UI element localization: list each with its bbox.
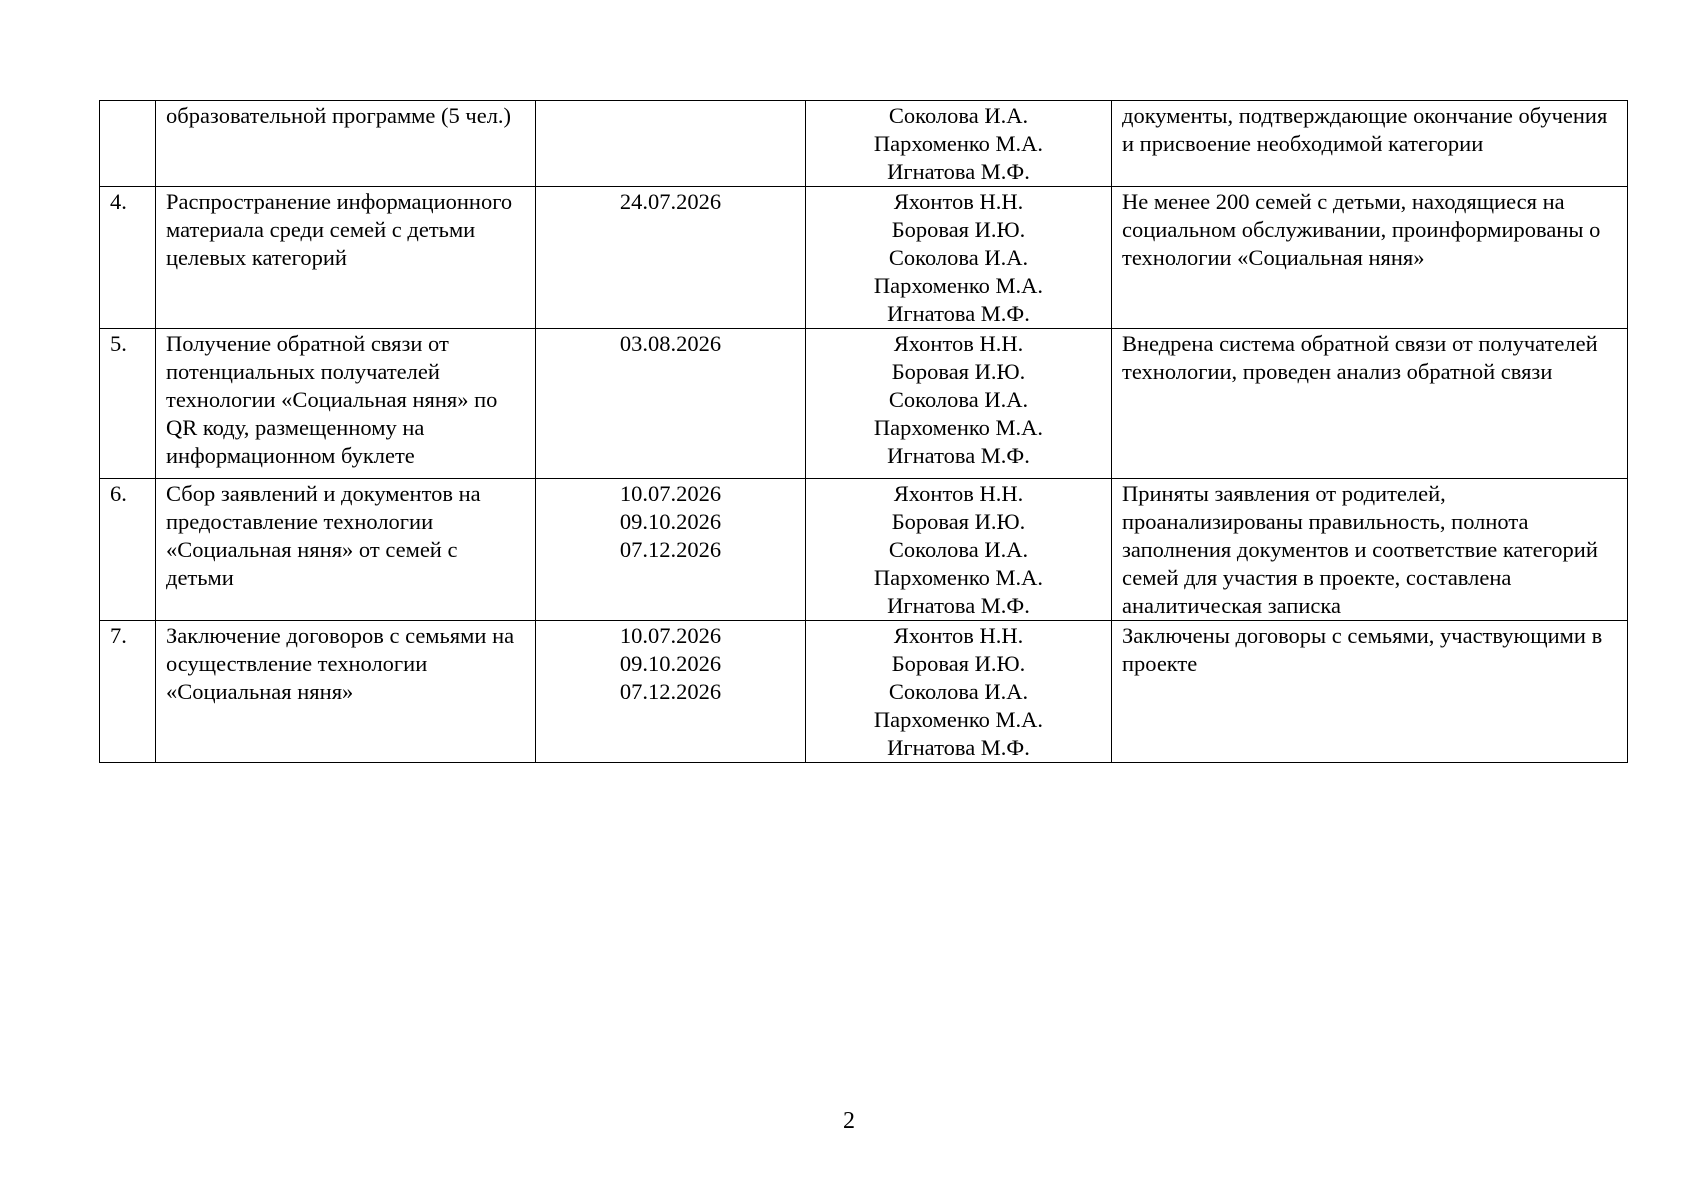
due-dates xyxy=(536,101,806,187)
due-dates xyxy=(536,479,806,621)
due-date: 07.12.2026 xyxy=(619,679,722,704)
responsible-person: Пархоменко М.А. xyxy=(873,131,1044,156)
responsible-person: Яхонтов Н.Н. xyxy=(893,189,1024,214)
responsible-persons xyxy=(806,187,1112,329)
responsible-person: Соколова И.А. xyxy=(888,103,1029,128)
responsible-person: Пархоменко М.А. xyxy=(873,565,1044,590)
table-row xyxy=(100,101,1628,187)
responsible-person: Пархоменко М.А. xyxy=(873,707,1044,732)
due-date: 24.07.2026 xyxy=(619,189,722,214)
activity-name: Сбор заявлений и документов на предоставление технологии «Социальная няня» от семей с детьми xyxy=(156,479,536,621)
expected-result: Заключены договоры с семьями, участвующими в проекте xyxy=(1112,621,1628,763)
row-number xyxy=(100,101,156,187)
page-number: 2 xyxy=(843,1108,855,1134)
due-date: 09.10.2026 xyxy=(619,651,722,676)
expected-result: документы, подтверждающие окончание обучения и присвоение необходимой категории xyxy=(1112,101,1628,187)
table-row xyxy=(100,621,1628,763)
responsible-person: Игнатова М.Ф. xyxy=(887,735,1030,760)
row-number: 6. xyxy=(100,479,156,621)
due-dates xyxy=(536,329,806,479)
table-row xyxy=(100,479,1628,621)
responsible-person: Игнатова М.Ф. xyxy=(887,159,1030,184)
row-number: 7. xyxy=(100,621,156,763)
due-date: 09.10.2026 xyxy=(619,509,722,534)
due-date: 10.07.2026 xyxy=(619,481,722,506)
responsible-person: Соколова И.А. xyxy=(888,245,1029,270)
row-number: 4. xyxy=(100,187,156,329)
plan-table xyxy=(99,100,1628,763)
responsible-person: Соколова И.А. xyxy=(888,537,1029,562)
responsible-person: Яхонтов Н.Н. xyxy=(893,623,1024,648)
due-dates xyxy=(536,187,806,329)
table-row xyxy=(100,329,1628,479)
activity-name: Получение обратной связи от потенциальных получателей технологии «Социальная няня» по QR коду, размещенному на информационном буклете xyxy=(156,329,536,479)
responsible-person: Пархоменко М.А. xyxy=(873,273,1044,298)
due-date: 03.08.2026 xyxy=(619,331,722,356)
responsible-persons xyxy=(806,101,1112,187)
responsible-persons xyxy=(806,329,1112,479)
responsible-person: Соколова И.А. xyxy=(888,679,1029,704)
responsible-person: Игнатова М.Ф. xyxy=(887,593,1030,618)
responsible-person: Игнатова М.Ф. xyxy=(887,301,1030,326)
activity-name: Распространение информационного материала среди семей с детьми целевых категорий xyxy=(156,187,536,329)
due-dates xyxy=(536,621,806,763)
responsible-person: Боровая И.Ю. xyxy=(891,651,1026,676)
responsible-persons xyxy=(806,479,1112,621)
due-date: 07.12.2026 xyxy=(619,537,722,562)
responsible-person: Соколова И.А. xyxy=(888,387,1029,412)
row-number: 5. xyxy=(100,329,156,479)
expected-result: Внедрена система обратной связи от получателей технологии, проведен анализ обратной связи xyxy=(1112,329,1628,479)
responsible-person: Яхонтов Н.Н. xyxy=(893,481,1024,506)
responsible-person: Боровая И.Ю. xyxy=(891,217,1026,242)
responsible-person: Пархоменко М.А. xyxy=(873,415,1044,440)
responsible-person: Боровая И.Ю. xyxy=(891,509,1026,534)
expected-result: Приняты заявления от родителей, проанализированы правильность, полнота заполнения документов и соответствие категорий семей для участия в проекте, составлена аналитическая записка xyxy=(1112,479,1628,621)
responsible-person: Яхонтов Н.Н. xyxy=(893,331,1024,356)
responsible-person: Боровая И.Ю. xyxy=(891,359,1026,384)
responsible-persons xyxy=(806,621,1112,763)
due-date: 10.07.2026 xyxy=(619,623,722,648)
activity-name: образовательной программе (5 чел.) xyxy=(156,101,536,187)
responsible-person: Игнатова М.Ф. xyxy=(887,443,1030,468)
table-row xyxy=(100,187,1628,329)
expected-result: Не менее 200 семей с детьми, находящиеся на социальном обслуживании, проинформированы о технологии «Социальная няня» xyxy=(1112,187,1628,329)
activity-name: Заключение договоров с семьями на осуществление технологии «Социальная няня» xyxy=(156,621,536,763)
